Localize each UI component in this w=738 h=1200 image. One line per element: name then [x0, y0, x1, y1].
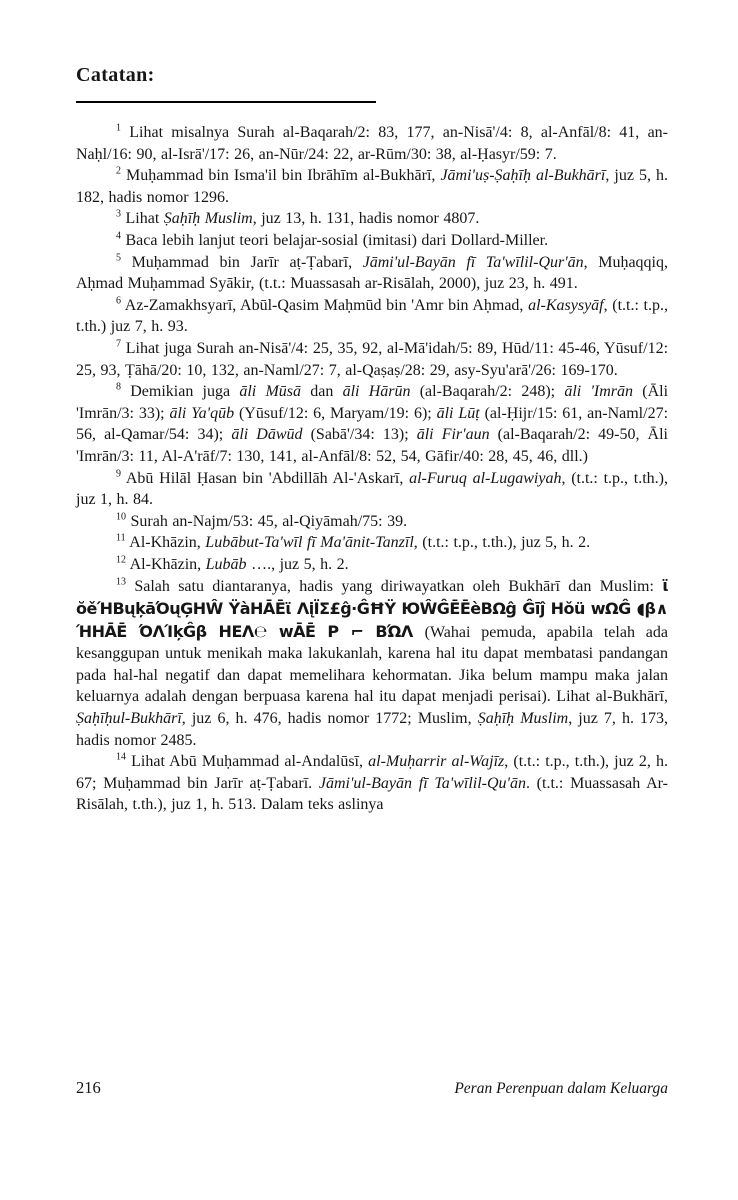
book-title-run: Ṣaḥīḥ Muslim [163, 210, 253, 228]
text-run: (al-Baqarah/2: 248); [410, 383, 565, 401]
text-run: . (t.t.: Muassasah Ar-Risālah, t.th.), juz 1, h. 513. Dalam teks aslinya [76, 774, 669, 814]
text-run: Muḥammad bin Jarīr aṭ-Ṭabarī, [131, 253, 363, 271]
book-title-run: al-Furuq al-Lugawiyah [409, 469, 562, 487]
note-number: 4 [116, 230, 121, 242]
note-number: 3 [116, 209, 121, 221]
text-run: , juz 7, h. 173, hadis nomor 2485. [76, 710, 669, 749]
book-title-run: Ṣaḥīḥ Muslim [477, 710, 569, 728]
endnote-1 [76, 122, 668, 165]
endnote-6 [76, 295, 668, 338]
page-footer [76, 1078, 668, 1098]
text-run: Salah satu diantaranya, hadis yang diriwayatkan oleh Bukhārī dan Muslim: [134, 578, 663, 596]
text-run: , (t.t.: t.p., t.th.), juz 2, h. 67; Muḥammad bin Jarīr aṭ-Ṭabarī. [76, 753, 669, 792]
page-content [76, 64, 668, 816]
endnote-8 [76, 381, 668, 467]
book-title-run: āli Lūṭ [436, 404, 480, 422]
note-number: 11 [116, 532, 126, 544]
book-title-run: al-Muḥarrir al-Wajīz [368, 753, 505, 771]
note-number: 10 [116, 511, 126, 523]
note-number: 6 [116, 295, 121, 307]
text-run: …., juz 5, h. 2. [246, 555, 349, 573]
heading-rule [76, 101, 376, 103]
endnote-4 [76, 230, 668, 252]
note-number: 5 [116, 252, 121, 264]
text-run: (Sabā'/34: 13); [302, 426, 417, 444]
book-title-run: āli Ya'qūb [169, 404, 235, 422]
note-number: 2 [116, 165, 121, 177]
book-title-run: Jāmi'ul-Bayān fī Ta'wīlil-Qu'ān [318, 774, 526, 792]
text-run: (al-Ḥijr/15: 61, an-Naml/27: 56, al-Qamar/54: 34); [76, 404, 669, 444]
endnote-5 [76, 252, 668, 295]
book-title-run: āli 'Imrān [564, 383, 634, 401]
endnote-7 [76, 338, 668, 381]
text-run: Demikian juga [130, 383, 240, 401]
text-run: Al-Khāzin, [129, 555, 206, 573]
text-run: , Muḥaqqiq, Aḥmad Muḥammad Syākir, (t.t.: Muassasah ar-Risālah, 2000), juz 23, h. 491. [76, 253, 668, 293]
text-run: , (t.t.: t.p., t.th.), juz 5, h. 2. [413, 534, 591, 552]
book-title-run: āli Hārūn [342, 383, 411, 401]
book-title-run: āli Fir'aun [416, 426, 490, 444]
note-number: 8 [116, 381, 121, 393]
text-run: (Yūsuf/12: 6, Maryam/19: 6); [234, 404, 437, 422]
text-run: , juz 13, h. 131, hadis nomor 4807. [252, 210, 480, 228]
note-number: 12 [116, 554, 126, 566]
text-run: dan [301, 383, 343, 401]
endnote-10 [76, 511, 668, 533]
book-title-run: Jāmi'uṣ-Ṣaḥīḥ al-Bukhārī [440, 167, 606, 185]
note-number: 7 [116, 338, 121, 350]
text-run: Lihat Abū Muḥammad al-Andalūsī, [131, 753, 369, 771]
book-title-run: Lubāb [205, 555, 247, 573]
endnote-13 [76, 575, 668, 751]
page-number: 216 [76, 1078, 101, 1097]
note-number: 9 [116, 468, 121, 480]
note-number: 13 [116, 577, 126, 589]
endnote-9 [76, 468, 668, 511]
book-title-run: Jāmi'ul-Bayān fī Ta'wīlil-Qur'ān [362, 253, 584, 271]
text-run: (Wahai pemuda, apabila telah ada kesanggupan untuk menikah maka lakukanlah, karena hal itu dapat membatasi pandangan pada hal-hal negatif dan dapat memelihara kehormatan. Jika belum mampu maka jalan keluarnya adalah dengan berpuasa karena hal itu dapat menjadi perisai). Lihat al-Bukhārī, [76, 623, 668, 706]
endnote-2 [76, 165, 668, 208]
endnote-11 [76, 532, 668, 554]
text-run: Abū Hilāl Ḥasan bin 'Abdillāh Al-'Askarī, [125, 469, 410, 487]
notes-list [76, 122, 668, 816]
note-number: 14 [116, 751, 126, 763]
note-number: 1 [116, 122, 121, 134]
text-run: , juz 6, h. 476, hadis nomor 1772; Muslim, [181, 710, 478, 728]
book-title-run: Ṣaḥīḥul-Bukhārī [76, 710, 182, 728]
text-run: Al-Khāzin, [129, 534, 206, 552]
notes-heading: Catatan: [76, 64, 155, 86]
arabic-garbled-text: ◖β∧ ΉΗĀĒ ΌΛΊķĜβ ΗΕΛ℮ wĀĒ Ρ ⌐ ΒΏΛ [76, 599, 668, 641]
text-run: Lihat juga Surah an-Nisā'/4: 25, 35, 92, al-Mā'idah/5: 89, Hūd/11: 45-46, Yūsuf/12: 25, 93, Ṭāhā/20: 10, 132, an-Naml/27: 7, al-Qaṣaṣ/28: 29, asy-Syu'arā'/26: 169-170. [76, 339, 669, 379]
text-run: Lihat misalnya Surah al-Baqarah/2: 83, 177, an-Nisā'/4: 8, al-Anfāl/8: 41, an-Naḥl/16: 90, al-Isrā'/17: 26, an-Nūr/24: 22, ar-Rūm/30: 38, al-Ḥasyr/59: 7. [76, 124, 668, 163]
text-run: Az-Zamakhsyarī, Abūl-Qasim Maḥmūd bin 'Amr bin Aḥmad, [124, 296, 529, 314]
arabic-garbled-text: ϊ ŏěΉΒųķāΌųĢΗŴ ΫàΗĀĒϊ ΛįΪΣ£ĝ∙ĜĦΫ ЮŴĜĒĒèΒΩĝ Ĝīĵ Ηŏü wΩĜ [76, 576, 669, 619]
endnote-12 [76, 554, 668, 576]
book-title-run: āli Dāwūd [231, 426, 303, 444]
text-run: Lihat [125, 210, 164, 228]
book-title-run: al-Kasysyāf [528, 296, 604, 314]
endnote-3 [76, 208, 668, 230]
text-run: , (t.t.: t.p., t.th.) juz 7, h. 93. [76, 296, 668, 336]
running-title: Peran Perenpuan dalam Keluarga [454, 1080, 668, 1097]
text-run: (Āli 'Imrān/3: 33); [76, 383, 669, 422]
text-run: , juz 5, h. 182, hadis nomor 1296. [76, 167, 669, 206]
text-run: (al-Baqarah/2: 49-50, Āli 'Imrān/3: 11, Al-A'rāf/7: 130, 141, al-Anfāl/8: 52, 54, Gāfir/40: 28, 45, 46, dll.) [76, 426, 668, 465]
text-run: Surah an-Najm/53: 45, al-Qiyāmah/75: 39. [130, 512, 408, 530]
endnote-14 [76, 751, 668, 816]
text-run: Baca lebih lanjut teori belajar-sosial (imitasi) dari Dollard-Miller. [125, 231, 549, 249]
text-run: Muḥammad bin Isma'il bin Ibrāhīm al-Bukhārī, [126, 167, 441, 185]
book-title-run: āli Mūsā [239, 383, 302, 401]
text-run: , (t.t.: t.p., t.th.), juz 1, h. 84. [76, 469, 669, 509]
book-title-run: Lubābut-Ta'wīl fī Ma'ānit-Tanzīl [205, 534, 414, 552]
